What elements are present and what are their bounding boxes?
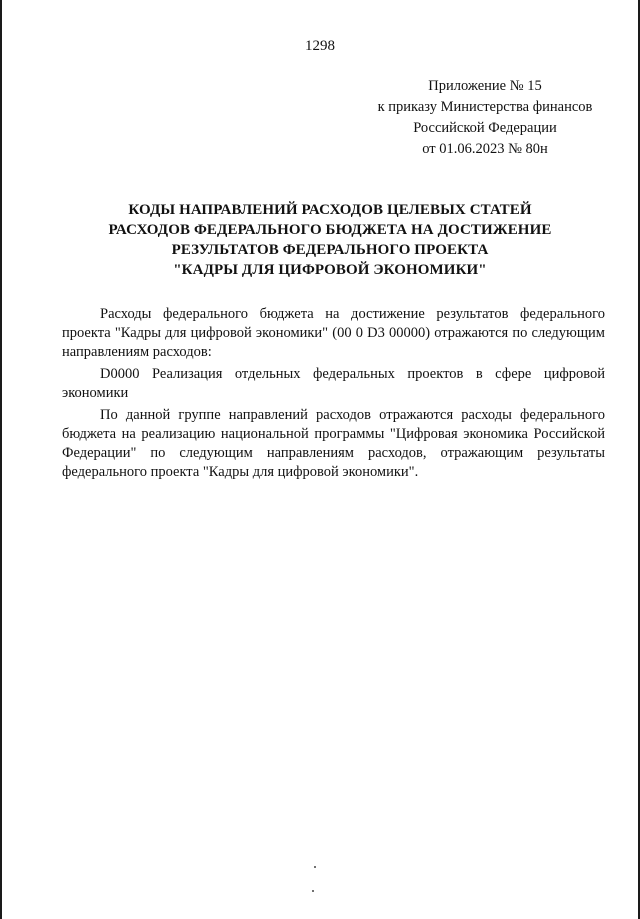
document-title [60, 200, 600, 280]
page-number: 1298 [305, 38, 335, 54]
scan-speck [314, 866, 316, 868]
title-line-2: РАСХОДОВ ФЕДЕРАЛЬНОГО БЮДЖЕТА НА ДОСТИЖЕНИЕ [108, 222, 552, 238]
title-line-4: "КАДРЫ ДЛЯ ЦИФРОВОЙ ЭКОНОМИКИ" [173, 262, 487, 278]
appendix-line-number: Приложение № 15 [428, 78, 542, 94]
paragraph-expense-group: По данной группе направлений расходов отражаются расходы федерального бюджета на реализацию национальной программы "Цифровая экономика Российской Федерации" по следующим направлениям расходов, отражающим результаты федерального проекта "Кадры для цифровой экономики". [62, 407, 605, 480]
appendix-header [360, 76, 610, 160]
appendix-line-country: Российской Федерации [413, 120, 557, 136]
appendix-line-date: от 01.06.2023 № 80н [422, 141, 548, 157]
title-line-1: КОДЫ НАПРАВЛЕНИЙ РАСХОДОВ ЦЕЛЕВЫХ СТАТЕЙ [128, 202, 532, 218]
appendix-line-order: к приказу Министерства финансов [377, 99, 593, 115]
paragraph-expense-code: D0000 Реализация отдельных федеральных проектов в сфере цифровой экономики [62, 366, 605, 401]
scan-speck [312, 890, 314, 892]
document-body [62, 305, 605, 485]
paragraph-expenses-intro: Расходы федерального бюджета на достижение результатов федерального проекта "Кадры для цифровой экономики" (00 0 D3 00000) отражаются по следующим направлениям расходов: [62, 306, 605, 360]
title-line-3: РЕЗУЛЬТАТОВ ФЕДЕРАЛЬНОГО ПРОЕКТА [171, 242, 489, 258]
scan-edge-left [0, 0, 2, 919]
